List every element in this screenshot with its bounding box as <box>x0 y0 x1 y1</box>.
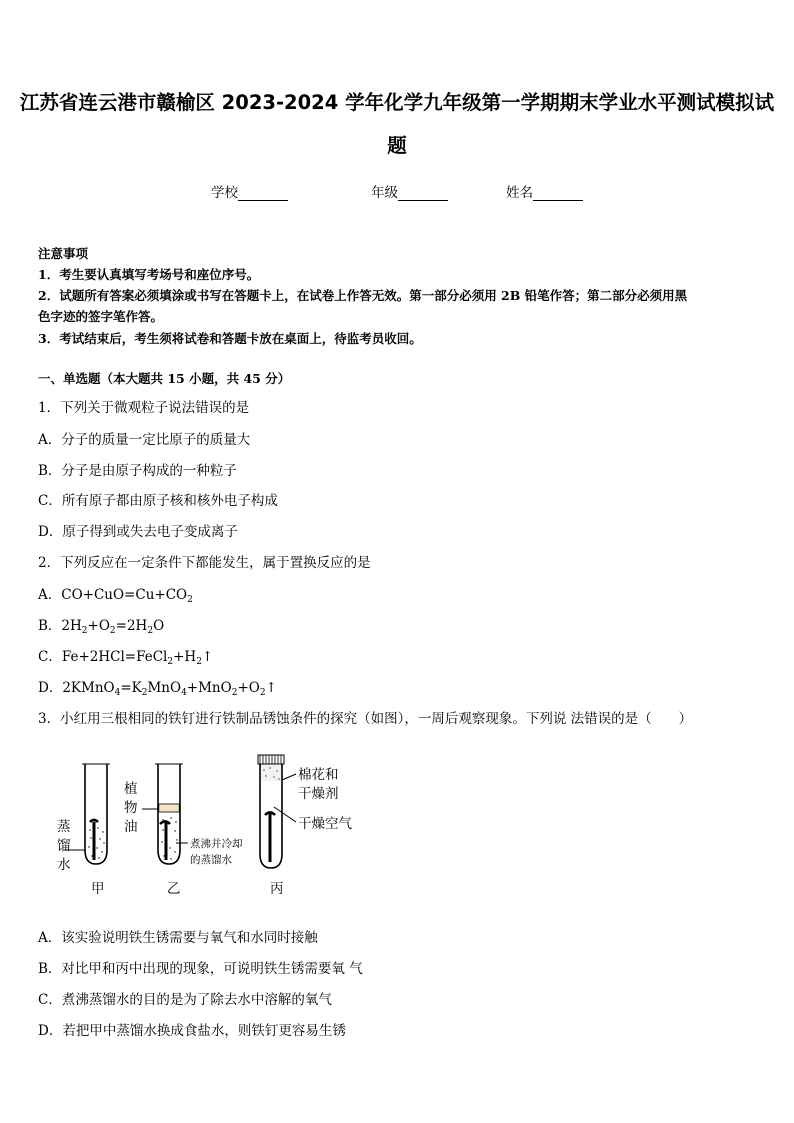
notice-item: 2．试题所有答案必须填涂或书写在答题卡上，在试卷上作答无效。第一部分必须用 2B 铅笔作答；第二部分必须用黑 <box>38 288 688 303</box>
question-2-option-d[interactable]: D．$2KMnO_4=K_2MnO_4+MnO_2+O_2↑$ <box>38 680 277 698</box>
question-2-stem: 2．下列反应在一定条件下都能发生，属于置换反应的是 <box>38 555 371 571</box>
grade-field[interactable] <box>371 181 448 201</box>
name-field[interactable] <box>506 181 583 201</box>
label-dry-air: 干燥空气 <box>298 816 352 832</box>
notice-item: 1．考生要认真填写考场号和座位序号。 <box>38 267 260 282</box>
question-3-option-c[interactable]: C．煮沸蒸馏水的目的是为了除去水中溶解的氧气 <box>38 992 332 1008</box>
question-1-stem: 1．下列关于微观粒子说法错误的是 <box>38 400 250 416</box>
question-1-option-a[interactable]: A．分子的质量一定比原子的质量大 <box>38 432 251 448</box>
cotton-desiccant <box>261 765 281 781</box>
leader-line <box>274 807 296 822</box>
question-3-option-a[interactable]: A．该实验说明铁生锈需要与氧气和水同时接触 <box>38 930 318 946</box>
name-label: 姓名 <box>506 185 533 201</box>
question-3-stem: 3．小红用三根相同的铁钉进行铁制品锈蚀条件的探究（如图），一周后观察现象。下列说 法错误的是（ ） <box>38 711 693 727</box>
tube-yi <box>155 764 183 864</box>
school-label: 学校 <box>211 185 238 201</box>
label-cotton-desiccant: 棉花和 干燥剂 <box>298 767 339 802</box>
grade-label: 年级 <box>371 185 398 201</box>
tube-label-yi: 乙 <box>167 881 181 897</box>
label-distilled-water: 蒸 馏 水 <box>57 819 71 873</box>
exam-title-line2: 题 <box>387 134 407 157</box>
question-1-option-b[interactable]: B．分子是由原子构成的一种粒子 <box>38 463 237 479</box>
tube-jia <box>82 764 110 864</box>
school-blank[interactable] <box>238 186 288 201</box>
school-field[interactable] <box>211 181 288 201</box>
question-1-option-d[interactable]: D．原子得到或失去电子变成离子 <box>38 524 238 540</box>
tube-label-bing: 丙 <box>270 881 284 897</box>
notice-item: 3．考试结束后，考生须将试卷和答题卡放在桌面上，待监考员收回。 <box>38 331 422 346</box>
question-3-option-b[interactable]: B．对比甲和丙中出现的现象，可说明铁生锈需要氧 气 <box>38 961 363 977</box>
question-1-option-c[interactable]: C．所有原子都由原子核和核外电子构成 <box>38 493 278 509</box>
question-3-option-d[interactable]: D．若把甲中蒸馏水换成食盐水，则铁钉更容易生锈 <box>38 1023 346 1039</box>
stopper <box>258 755 284 764</box>
leader-line <box>282 774 296 780</box>
notice-item: 色字迹的签字笔作答。 <box>38 309 164 324</box>
notice-heading: 注意事项 <box>38 246 89 261</box>
exam-title-line1: 江苏省连云港市赣榆区 2023-2024 学年化学九年级第一学期期末学业水平测试模拟试 <box>19 91 775 114</box>
tube-label-jia: 甲 <box>91 881 105 897</box>
question-2-option-a[interactable]: A．$CO+CuO=Cu+CO_2$ <box>38 587 193 605</box>
oil-layer <box>159 804 179 812</box>
grade-blank[interactable] <box>398 186 448 201</box>
section-heading: 一、单选题（本大题共 15 小题，共 45 分） <box>38 371 291 386</box>
label-vegetable-oil: 植 物 油 <box>124 781 138 835</box>
question-2-option-b[interactable]: B．$2H_2+O_2=2H_2O$ <box>38 618 165 636</box>
label-boiled-water: 煮沸并冷却 的蒸馏水 <box>190 838 243 866</box>
water-dots <box>88 827 104 858</box>
question-2-option-c[interactable]: C．$Fe+2HCl=FeCl_2+H_2↑$ <box>38 649 214 667</box>
name-blank[interactable] <box>533 186 583 201</box>
